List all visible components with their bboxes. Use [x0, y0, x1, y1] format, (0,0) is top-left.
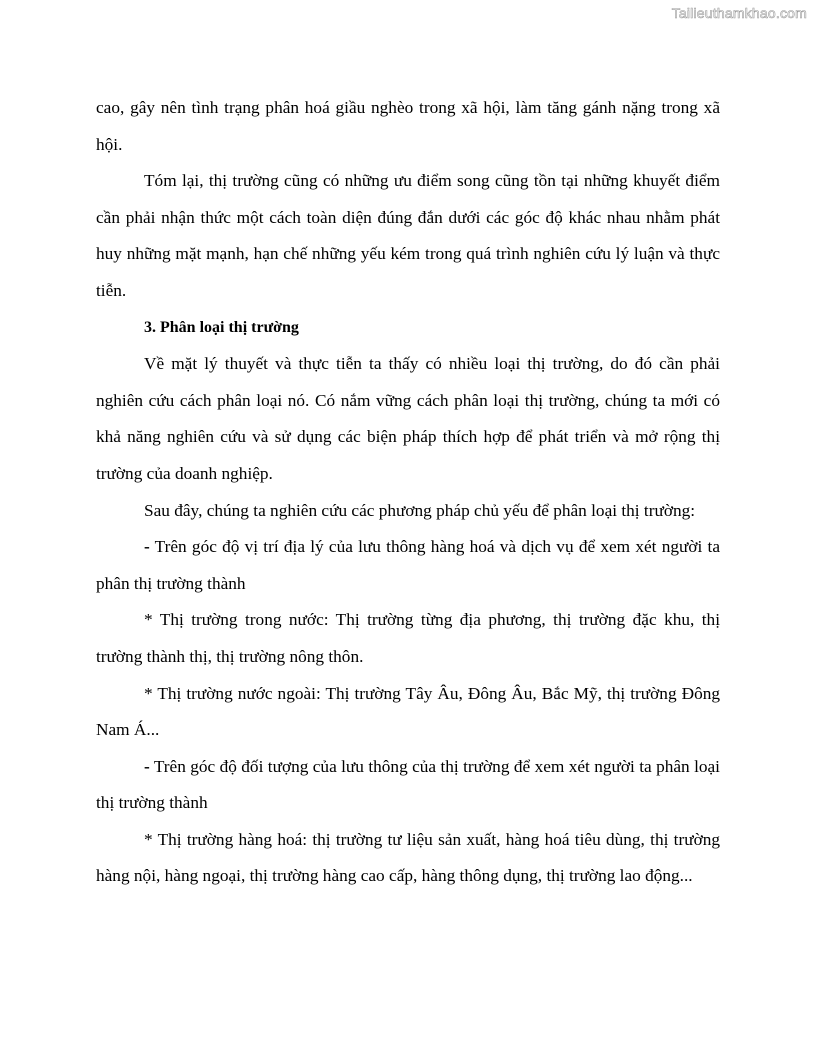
watermark-text: Tailieuthamkhao.com [671, 5, 807, 21]
section-heading: 3. Phân loại thị trường [144, 318, 299, 336]
paragraph-object-criterion [96, 749, 720, 822]
dash-bullet: - [144, 756, 150, 776]
paragraph-methods: Sau đây, chúng ta nghiên cứu các phương pháp chủ yếu để phân loại thị trường: [144, 500, 696, 520]
paragraph-object-text: Trên góc độ đối tượng của lưu thông của thị trường để xem xét người ta phân loại thị trường thành [96, 756, 720, 813]
paragraph-domestic-market: * Thị trường trong nước: Thị trường từng địa phương, thị trường đặc khu, thị trường thành thị, thị trường nông thôn. [96, 610, 720, 666]
paragraph-continuation: cao, gây nên tình trạng phân hoá giầu nghèo trong xã hội, làm tăng gánh nặng trong xã hội. [96, 98, 720, 154]
dash-bullet: - [144, 537, 150, 557]
paragraph-summary: Tóm lại, thị trường cũng có những ưu điểm song cũng tồn tại những khuyết điểm cần phải nhận thức một cách toàn diện đúng đắn dưới các góc độ khác nhau nhằm phát huy những mặt mạnh, hạn chế những yếu kém trong quá trình nghiên cứu lý luận và thực tiễn. [96, 171, 720, 300]
paragraph-geographic-text: Trên góc độ vị trí địa lý của lưu thông hàng hoá và dịch vụ để xem xét người ta phân thị trường thành [96, 537, 720, 593]
paragraph-foreign-market: * Thị trường nước ngoài: Thị trường Tây Âu, Đông Âu, Bắc Mỹ, thị trường Đông Nam Á... [96, 683, 720, 740]
paragraph-intro: Về mặt lý thuyết và thực tiễn ta thấy có nhiều loại thị trường, do đó cần phải nghiên cứu cách phân loại nó. Có nắm vững cách phân loại thị trường, chúng ta mới có khả năng nghiên cứu và sử dụng các biện pháp thích hợp để phát triển và mở rộng thị trường của doanh nghiệp. [96, 354, 720, 483]
paragraph-geographic-criterion [96, 529, 720, 602]
document-page [96, 90, 720, 895]
paragraph-goods-market: * Thị trường hàng hoá: thị trường tư liệu sản xuất, hàng hoá tiêu dùng, thị trường hàng nội, hàng ngoại, thị trường hàng cao cấp, hàng thông dụng, thị trường lao động... [96, 829, 720, 886]
